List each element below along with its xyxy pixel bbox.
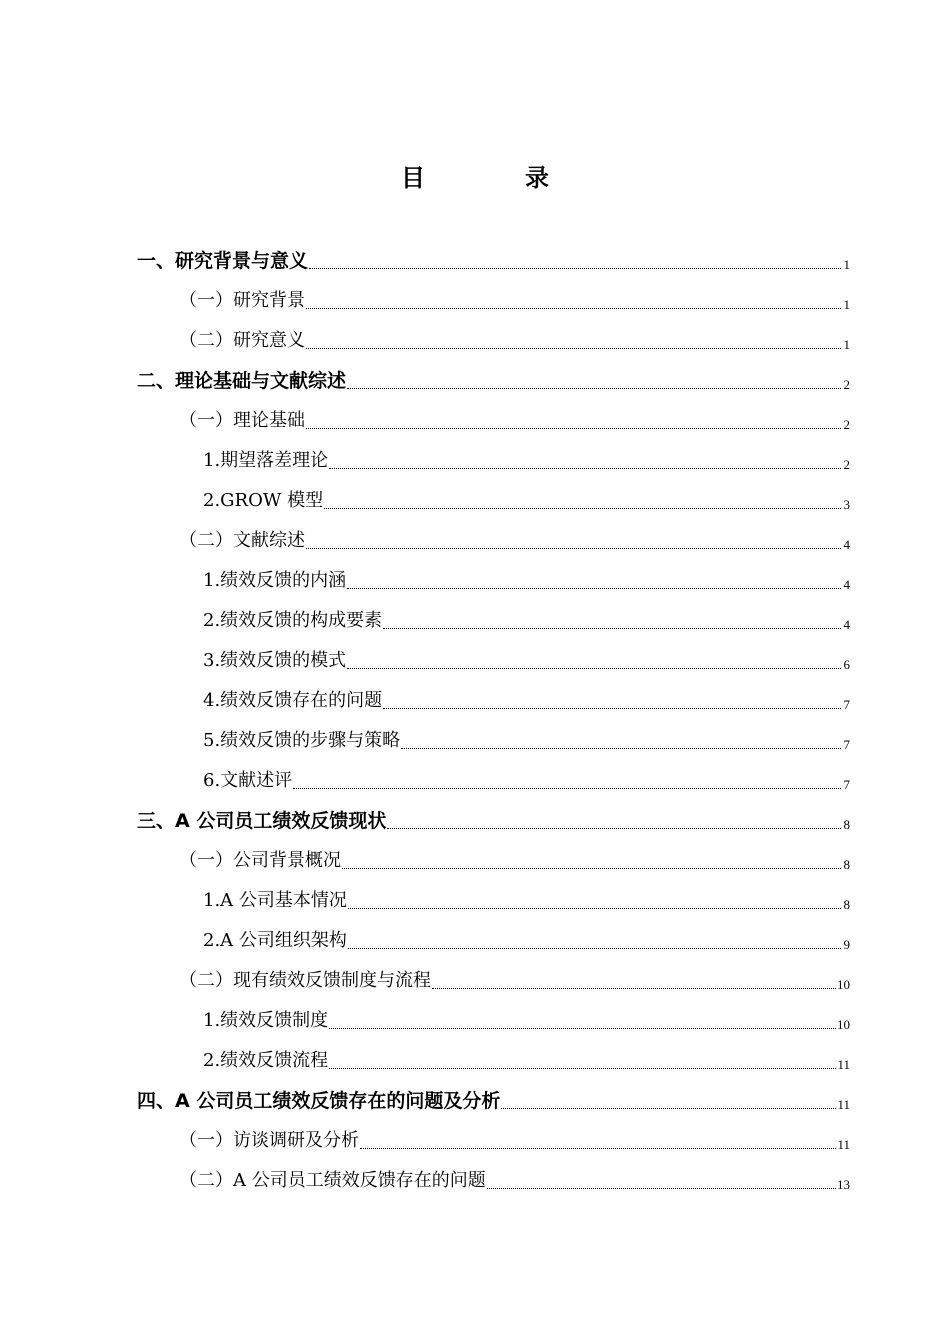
toc-page-number: 7 (843, 777, 850, 792)
toc-dot-leader (383, 627, 841, 629)
toc-page-number: 4 (843, 617, 850, 632)
toc-entry-title: 二、理论基础与文献综述 (137, 370, 347, 392)
toc-entry[interactable] (137, 1078, 850, 1118)
toc-page-number: 1 (843, 337, 850, 352)
toc-entry[interactable] (137, 998, 850, 1038)
toc-dot-leader (501, 1107, 836, 1109)
toc-entry[interactable] (137, 638, 850, 678)
toc-entry-title: 2.GROW 模型 (203, 490, 324, 511)
toc-dot-leader (347, 667, 841, 669)
toc-dot-leader (401, 747, 841, 749)
toc-page-number: 13 (837, 1177, 850, 1192)
toc-page-number: 10 (837, 977, 850, 992)
toc-dot-leader (432, 987, 836, 989)
toc-entry-title: （二）A 公司员工绩效反馈存在的问题 (179, 1170, 486, 1191)
toc-entry[interactable] (137, 1118, 850, 1158)
toc-entry-title: 1.绩效反馈的内涵 (203, 570, 347, 591)
toc-dot-leader (387, 827, 841, 829)
toc-dot-leader (383, 707, 841, 709)
toc-entry[interactable] (137, 798, 850, 838)
toc-entry-title: （二）研究意义 (179, 330, 305, 351)
toc-dot-leader (306, 547, 841, 549)
toc-dot-leader (329, 467, 841, 469)
toc-entry[interactable] (137, 718, 850, 758)
title-char-left: 目 (401, 164, 425, 192)
toc-page-number: 6 (843, 657, 850, 672)
toc-page-number: 8 (843, 857, 850, 872)
toc-entry-title: 4.绩效反馈存在的问题 (203, 690, 383, 711)
toc-dot-leader (360, 1147, 836, 1149)
toc-entry[interactable] (137, 958, 850, 998)
toc-entry-title: 6.文献述评 (203, 770, 293, 791)
toc-entry-title: （二）现有绩效反馈制度与流程 (179, 970, 431, 991)
toc-entry-title: 四、A 公司员工绩效反馈存在的问题及分析 (137, 1090, 501, 1112)
toc-entry[interactable] (137, 478, 850, 518)
toc-entry[interactable] (137, 318, 850, 358)
toc-page-number: 1 (843, 257, 850, 272)
toc-page-number: 11 (837, 1137, 850, 1152)
toc-page-number: 3 (843, 497, 850, 512)
toc-dot-leader (329, 1027, 836, 1029)
toc-page-number: 8 (843, 897, 850, 912)
toc-entry[interactable] (137, 1158, 850, 1198)
toc-entry[interactable] (137, 438, 850, 478)
toc-dot-leader (324, 507, 841, 509)
toc-entry-title: （一）公司背景概况 (179, 850, 341, 871)
toc-page-number: 11 (837, 1097, 850, 1112)
toc-dot-leader (347, 387, 841, 389)
toc-entry[interactable] (137, 398, 850, 438)
toc-dot-leader (306, 307, 841, 309)
toc-page-number: 4 (843, 577, 850, 592)
toc-entry[interactable] (137, 678, 850, 718)
toc-page-number: 8 (843, 817, 850, 832)
toc-entry[interactable] (137, 918, 850, 958)
toc-dot-leader (342, 867, 841, 869)
toc-entry-title: 2.绩效反馈的构成要素 (203, 610, 383, 631)
title-char-right: 录 (525, 164, 549, 192)
toc-entry-title: 三、A 公司员工绩效反馈现状 (137, 810, 387, 832)
toc-dot-leader (329, 1067, 836, 1069)
toc-page-number: 10 (837, 1017, 850, 1032)
toc-dot-leader (293, 787, 841, 789)
toc-page-number: 4 (843, 537, 850, 552)
toc-entry-title: （一）研究背景 (179, 290, 305, 311)
toc-entry-title: 5.绩效反馈的步骤与策略 (203, 730, 401, 751)
toc-page-number: 7 (843, 697, 850, 712)
toc-entry[interactable] (137, 878, 850, 918)
toc-entry[interactable] (137, 1038, 850, 1078)
toc-page-number: 11 (837, 1057, 850, 1072)
toc-entry-title: （一）理论基础 (179, 410, 305, 431)
toc-page-number: 2 (843, 457, 850, 472)
toc-dot-leader (306, 427, 841, 429)
toc-entry-title: （一）访谈调研及分析 (179, 1130, 359, 1151)
toc-page-number: 2 (843, 417, 850, 432)
toc-page-number: 7 (843, 737, 850, 752)
toc-entry-title: 1.绩效反馈制度 (203, 1010, 329, 1031)
toc-entry-title: 一、研究背景与意义 (137, 250, 309, 272)
toc-dot-leader (306, 347, 841, 349)
toc-entry[interactable] (137, 558, 850, 598)
toc-entry-title: 2.绩效反馈流程 (203, 1050, 329, 1071)
toc-dot-leader (487, 1187, 836, 1189)
toc-dot-leader (348, 947, 841, 949)
toc-entry-title: 1.期望落差理论 (203, 450, 329, 471)
toc-entry[interactable] (137, 238, 850, 278)
toc-dot-leader (348, 907, 841, 909)
toc-entry[interactable] (137, 838, 850, 878)
toc-entry[interactable] (137, 358, 850, 398)
toc-entry[interactable] (137, 518, 850, 558)
page-title (0, 158, 950, 193)
toc-page-number: 1 (843, 297, 850, 312)
toc-entry[interactable] (137, 758, 850, 798)
toc-entry-title: 3.绩效反馈的模式 (203, 650, 347, 671)
toc-page-number: 2 (843, 377, 850, 392)
toc-entry-title: 2.A 公司组织架构 (203, 930, 347, 951)
toc-entry-title: 1.A 公司基本情况 (203, 890, 347, 911)
toc-entry-title: （二）文献综述 (179, 530, 305, 551)
table-of-contents (137, 238, 850, 1198)
toc-page-number: 9 (843, 937, 850, 952)
toc-entry[interactable] (137, 278, 850, 318)
toc-dot-leader (309, 267, 841, 269)
toc-entry[interactable] (137, 598, 850, 638)
toc-dot-leader (347, 587, 841, 589)
